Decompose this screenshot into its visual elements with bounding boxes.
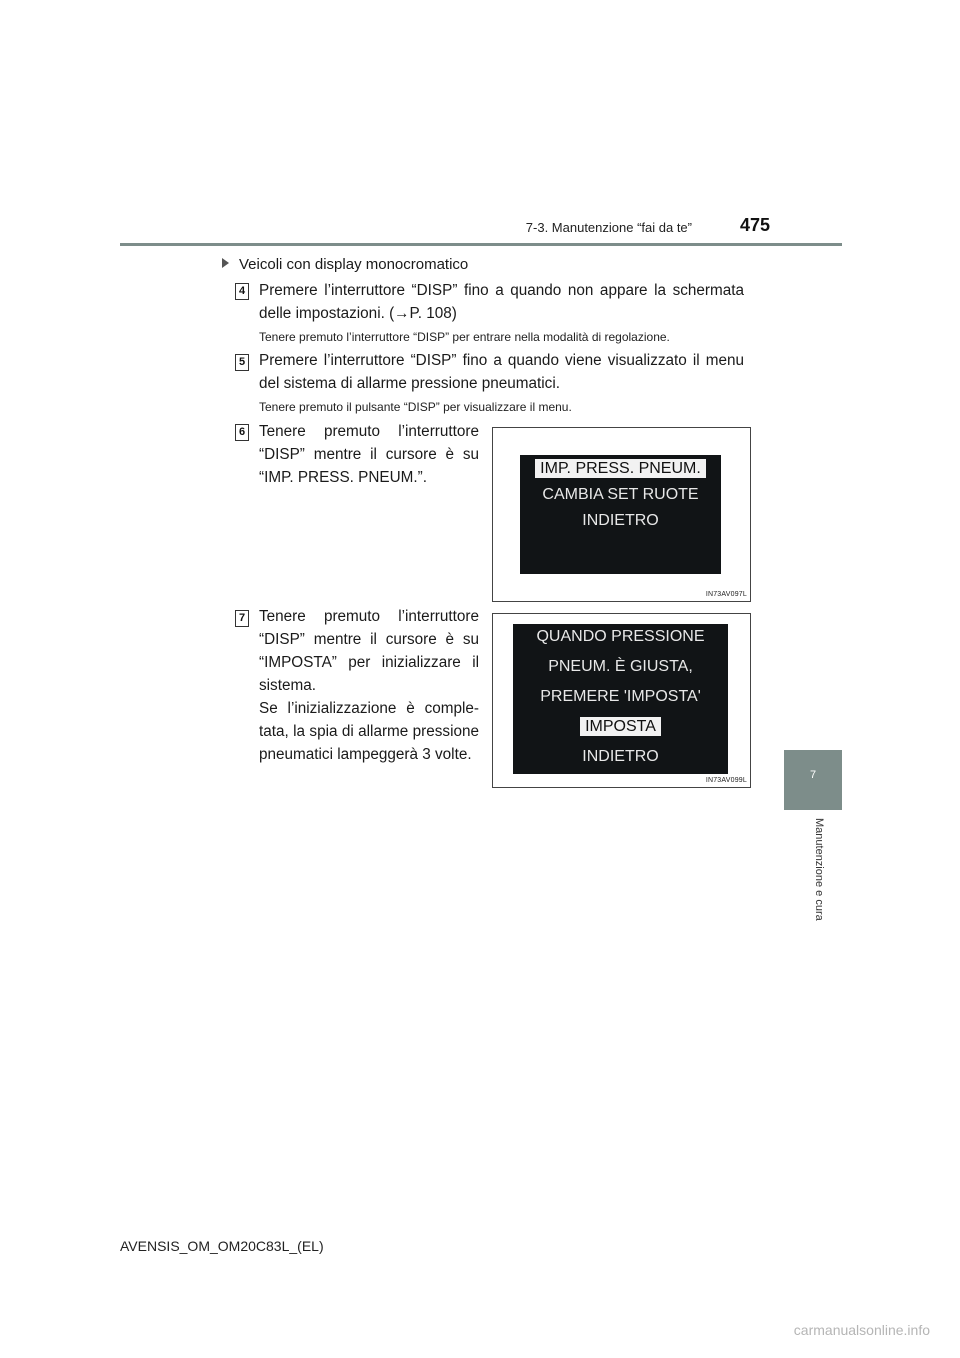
menu-item-selected: IMPOSTA [580, 717, 661, 736]
step-5-text: Premere l’interruttore “DISP” fino a quando viene visualizzato il menu del sistema di allarme pressione pneumatici. [259, 352, 744, 392]
step-number-4: 4 [235, 283, 249, 300]
document-code: AVENSIS_OM_OM20C83L_(EL) [120, 1238, 324, 1254]
image-code-1: IN73AV097L [705, 591, 747, 598]
menu-item: INDIETRO [582, 512, 659, 529]
menu-item-selected: IMP. PRESS. PNEUM. [535, 459, 706, 478]
message-line: PREMERE 'IMPOSTA' [540, 688, 701, 705]
monochrome-display-2 [513, 624, 728, 774]
message-line: QUANDO PRESSIONE [536, 628, 705, 645]
step-5-note: Tenere premuto il pulsante “DISP” per visualizzare il menu. [259, 400, 572, 414]
monochrome-display-1 [520, 455, 721, 574]
step-4-note: Tenere premuto l’interruttore “DISP” per entrare nella modalità di regolazione. [259, 330, 670, 344]
image-code-2: IN73AV099L [705, 777, 747, 784]
step-number-6: 6 [235, 424, 249, 441]
page-number: 475 [740, 215, 771, 235]
section-title: 7-3. Manutenzione “fai da te” [525, 220, 692, 235]
chapter-number: 7 [809, 769, 817, 781]
vehicle-type-heading [222, 256, 468, 273]
step-6-text: Tenere premuto l’interruttore “DISP” mentre il cursore è su “IMP. PRESS. PNEUM.”. [259, 423, 479, 486]
step-number-5: 5 [235, 354, 249, 371]
display-illustration-1 [492, 427, 751, 602]
step-7-text: Tenere premuto l’interruttore “DISP” mentre il cursore è su “IMPOSTA” per inizializzare il sistema. [259, 608, 479, 694]
triangle-bullet-icon [222, 258, 229, 268]
header-divider [120, 243, 842, 246]
vehicle-type-text: Veicoli con display monocromatico [239, 256, 469, 273]
menu-item: INDIETRO [582, 748, 659, 765]
display-illustration-2 [492, 613, 751, 788]
watermark: carmanualsonline.info [793, 1322, 930, 1338]
chapter-title: Manutenzione e cura [813, 818, 825, 921]
chapter-tab [784, 750, 842, 810]
step-7-text-continued: Se l’inizializzazione è comple-tata, la spia di allarme pressione pneumatici lampeggerà 3 volte. [259, 700, 479, 763]
menu-item: CAMBIA SET RUOTE [542, 486, 699, 503]
message-line: PNEUM. È GIUSTA, [548, 658, 693, 675]
step-4-text: Premere l’interruttore “DISP” fino a quando non appare la schermata delle impostazioni. (→P. 108) [259, 282, 744, 322]
step-number-7: 7 [235, 610, 249, 627]
